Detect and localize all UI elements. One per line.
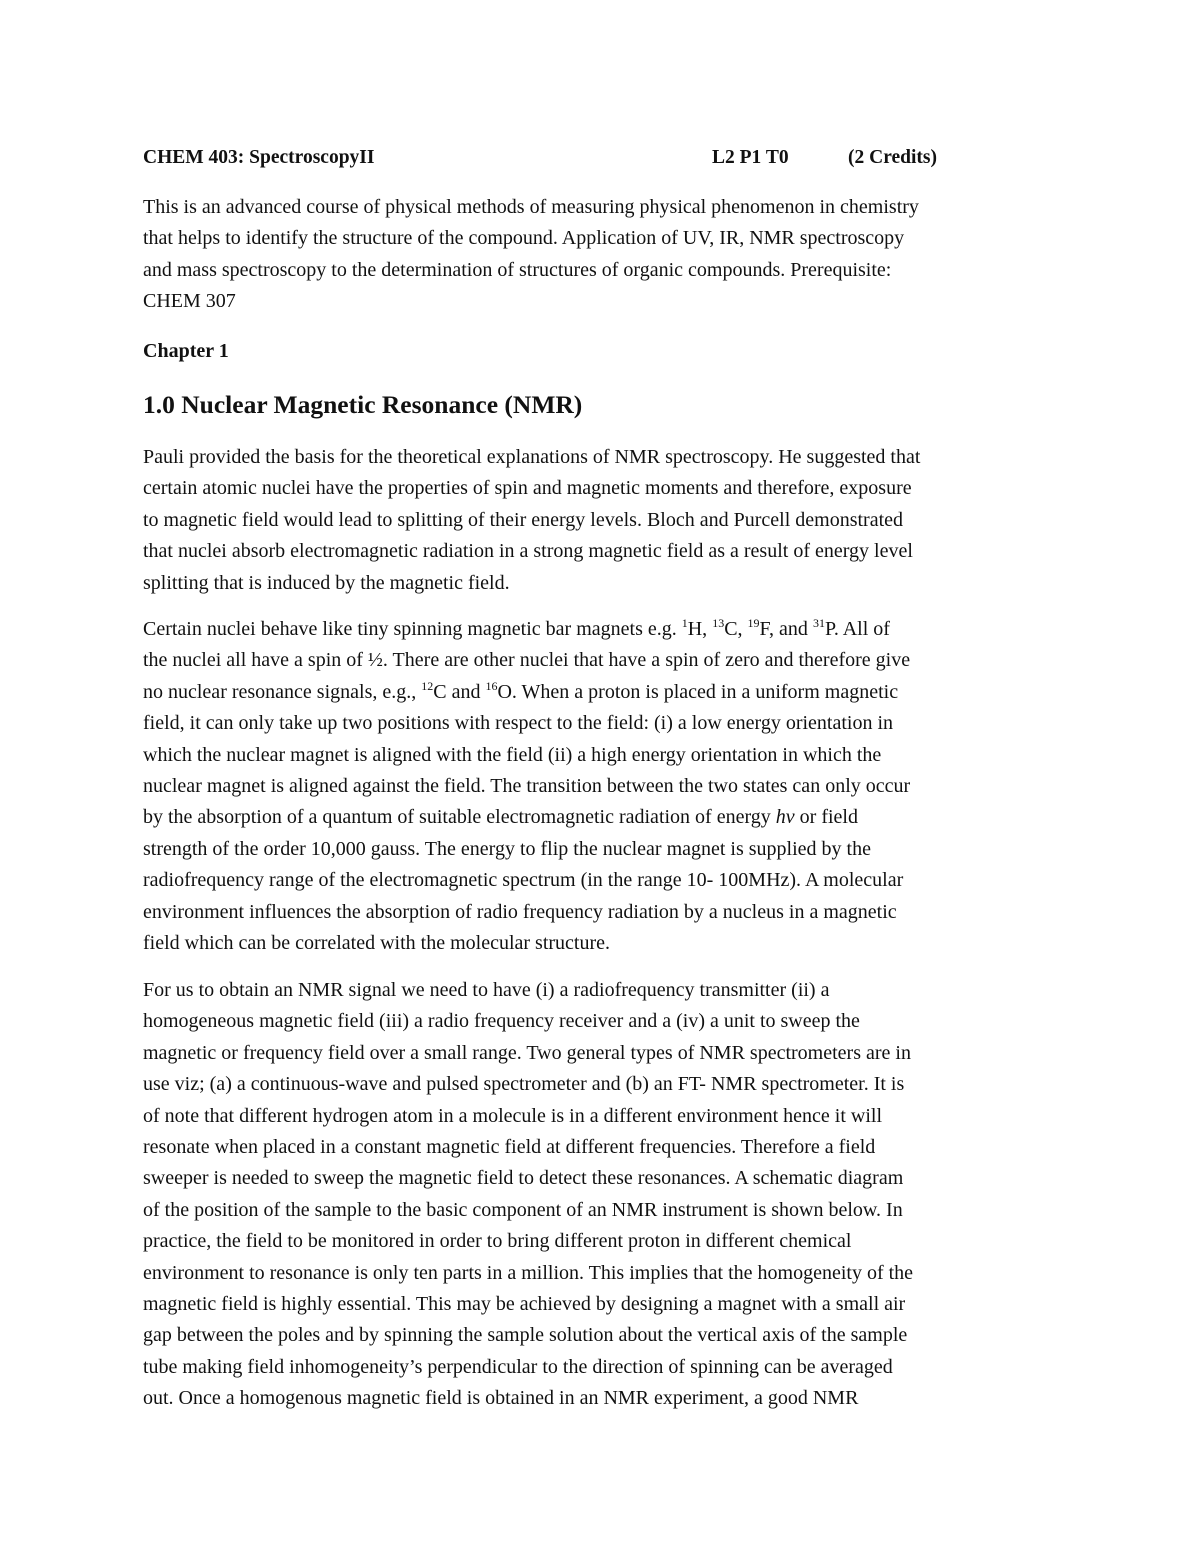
isotope-mass-number: 12	[421, 678, 434, 693]
text-line: tube making field inhomogeneity’s perpendicular to the direction of spinning can be averaged	[143, 1355, 893, 1378]
text-line: homogeneous magnetic field (iii) a radio frequency receiver and a (iv) a unit to sweep the	[143, 1010, 860, 1033]
text-line: use viz; (a) a continuous-wave and pulsed spectrometer and (b) an FT- NMR spectrometer. It is	[143, 1073, 905, 1096]
text-line: of note that different hydrogen atom in a molecule is in a different environment hence it will	[143, 1104, 883, 1127]
text-line: that nuclei absorb electromagnetic radiation in a strong magnetic field as a result of energy level	[143, 540, 913, 563]
text-line: magnetic field is highly essential. This may be achieved by designing a magnet with a small air	[143, 1293, 906, 1316]
text-line: of the position of the sample to the basic component of an NMR instrument is shown below. In	[143, 1198, 903, 1221]
text-line: This is an advanced course of physical methods of measuring physical phenomenon in chemistry	[143, 196, 919, 218]
text-line: environment to resonance is only ten parts in a million. This implies that the homogeneity of the	[143, 1261, 914, 1284]
text-line: by the absorption of a quantum of suitable electromagnetic radiation of energy hv or field	[143, 806, 858, 829]
energy-symbol: hv	[775, 806, 795, 829]
text-line: resonate when placed in a constant magnetic field at different frequencies. Therefore a field	[143, 1136, 876, 1159]
text-line: magnetic or frequency field over a small range. Two general types of NMR spectrometers are in	[143, 1041, 911, 1064]
text-line: environment influences the absorption of radio frequency radiation by a nucleus in a magnetic	[143, 900, 897, 923]
text-line: no nuclear resonance signals, e.g., $^{12}$C and $^{16}$O. When a proton is placed in a uniform magnetic	[143, 678, 899, 703]
isotope-mass-number: 1	[681, 616, 688, 630]
chapter-label: Chapter 1	[143, 340, 229, 362]
isotope-mass-number: 13	[712, 616, 725, 630]
text-line: Pauli provided the basis for the theoretical explanations of NMR spectroscopy. He suggested that	[143, 446, 921, 468]
course-header	[143, 143, 1063, 173]
text-line: nuclear magnet is aligned against the field. The transition between the two states can only occur	[143, 775, 911, 798]
text-line: which the nuclear magnet is aligned with the field (ii) a high energy orientation in which the	[143, 743, 882, 766]
text-line: and mass spectroscopy to the determination of structures of organic compounds. Prerequisite:	[143, 258, 892, 281]
text-line: Certain nuclei behave like tiny spinning magnetic bar magnets e.g. $^1$H, $^{13}$C, $^{19}$F, and $^{31}$P. All of	[143, 616, 890, 640]
text-line: field, it can only take up two positions with respect to the field: (i) a low energy orientation in	[143, 712, 894, 735]
text-line: to magnetic field would lead to splitting of their energy levels. Bloch and Purcell demonstrated	[143, 508, 903, 531]
course-code: L2 P1 T0	[712, 147, 789, 168]
text-line: sweeper is needed to sweep the magnetic field to detect these resonances. A schematic diagram	[143, 1167, 904, 1190]
paragraph-nmr-history	[143, 442, 1063, 599]
text-line: certain atomic nuclei have the properties of spin and magnetic moments and therefore, exposure	[143, 477, 912, 500]
text-line: gap between the poles and by spinning the sample solution about the vertical axis of the sample	[143, 1324, 908, 1347]
text-line: radiofrequency range of the electromagnetic spectrum (in the range 10- 100MHz). A molecular	[143, 869, 904, 892]
section-heading: 1.0 Nuclear Magnetic Resonance (NMR)	[143, 390, 583, 419]
text-line: CHEM 307	[143, 290, 236, 313]
course-description	[143, 192, 1063, 318]
text-line: that helps to identify the structure of the compound. Application of UV, IR, NMR spectroscopy	[143, 227, 905, 250]
paragraph-nuclear-spin	[143, 614, 1063, 959]
isotope-mass-number: 31	[812, 616, 825, 630]
text-line: the nuclei all have a spin of ½. There are other nuclei that have a spin of zero and therefore give	[143, 649, 911, 672]
text-line: For us to obtain an NMR signal we need to have (i) a radiofrequency transmitter (ii) a	[143, 979, 830, 1001]
course-title: CHEM 403: SpectroscopyII	[143, 147, 375, 168]
course-credits: (2 Credits)	[848, 147, 937, 168]
text-line: field which can be correlated with the molecular structure.	[143, 932, 611, 955]
paragraph-nmr-instrument	[143, 975, 1063, 1415]
text-line: strength of the order 10,000 gauss. The energy to flip the nuclear magnet is supplied by the	[143, 837, 871, 860]
text-line: practice, the field to be monitored in order to bring different proton in different chemical	[143, 1230, 852, 1253]
isotope-mass-number: 19	[747, 616, 760, 630]
text-line: splitting that is induced by the magnetic field.	[143, 571, 510, 594]
isotope-mass-number: 16	[485, 678, 498, 693]
text-line: out. Once a homogenous magnetic field is obtained in an NMR experiment, a good NMR	[143, 1387, 859, 1410]
